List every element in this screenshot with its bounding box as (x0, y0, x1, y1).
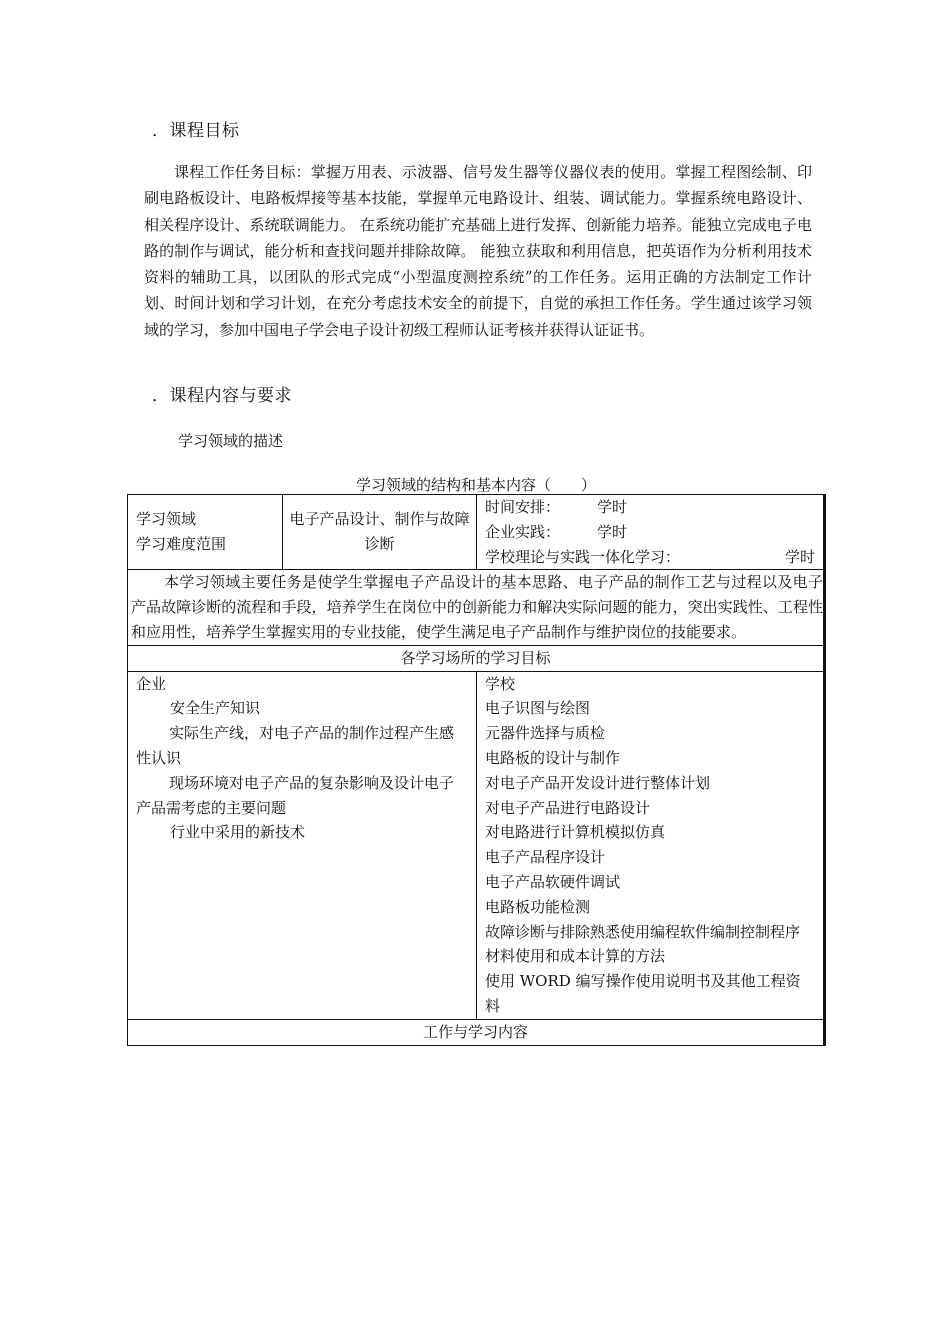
list-item: 元器件选择与质检 (485, 724, 606, 743)
domain-name: 电子产品设计、制作与故障诊断 (289, 510, 470, 554)
list-item: 电子产品软硬件调试 (485, 872, 621, 891)
enterprise-practice-label: 企业实践： (485, 522, 561, 541)
label-difficulty-range: 学习难度范围 (136, 535, 227, 554)
table-row (128, 1019, 825, 1045)
goals-header: 各学习场所的学习目标 (400, 648, 551, 667)
integrated-learning-label: 学校理论与实践一体化学习： (485, 547, 681, 566)
list-item: 安全生产知识 (170, 699, 261, 718)
course-content-heading: ．课程内容与要求 (152, 386, 292, 406)
enterprise-title: 企业 (136, 674, 167, 693)
table-row (128, 570, 825, 645)
domain-name-cell (283, 495, 477, 570)
list-item: 对电子产品进行电路设计 (485, 798, 651, 817)
description-cell (128, 570, 825, 645)
list-item: 实际生产线，对电子产品的制作过程产生感性认识 (136, 724, 455, 767)
course-goal-heading: ．课程目标 (152, 121, 240, 141)
list-item: 材料使用和成本计算的方法 (485, 947, 666, 966)
list-item: 行业中采用的新技术 (170, 823, 306, 842)
course-goal-text: 课程工作任务目标：掌握万用表、示波器、信号发生器等仪器仪表的使用。掌握工程图绘制、印刷电路板设计、电路板焊接等基本技能，掌握单元电路设计、组装、调试能力。掌握系统电路设计、相关程序设计、系统联调能力。 在系统功能扩充基础上进行发挥、创新能力培养。能独立完成电子电路的制作与调试，能分析和查找问题并排除故障。 能独立获取和利用信息，把英语作为分析利用技术资料的辅助工具，以团队的形式完成“小型温度测控系统”的工作任务。运用正确的方法制定工作计划、时间计划和学习计划，在充分考虑技术安全的前提下，自觉的承担工作任务。学生通过该学习领域的学习，参加中国电子学会电子设计初级工程师认证考核并获得认证证书。 (144, 163, 812, 339)
list-item: 使用 WORD 编写操作使用说明书及其他工程资料 (485, 972, 801, 1015)
list-item: 电路板的设计与制作 (485, 748, 621, 767)
domain-description-text: 本学习领域主要任务是使学生掌握电子产品设计的基本思路、电子产品的制作工艺与过程以及电子产品故障诊断的流程和手段，培养学生在岗位中的创新能力和解决实际问题的能力，突出实践性、工程性和应用性，培养学生掌握实用的专业技能，使学生满足电子产品制作与维护岗位的技能要求。 (131, 573, 823, 641)
table-row (128, 671, 825, 1019)
integrated-learning-unit: 学时 (784, 547, 815, 566)
schedule-cell (477, 495, 825, 570)
school-title: 学校 (485, 674, 516, 693)
list-item: 对电子产品开发设计进行整体计划 (485, 773, 711, 792)
list-item: 电路板功能检测 (485, 897, 591, 916)
school-goals-cell (477, 671, 825, 1019)
schedule-unit: 学时 (597, 498, 628, 516)
course-goal-paragraph (144, 159, 812, 343)
list-item: 电子产品程序设计 (485, 848, 606, 867)
work-content-header-cell (128, 1019, 825, 1045)
learning-domain-table (127, 494, 826, 1046)
domain-labels-cell (128, 495, 283, 570)
integrated-learning-row (485, 545, 815, 570)
table-caption: 学习领域的结构和基本内容（ ） (355, 476, 596, 494)
domain-description-subheading: 学习领域的描述 (178, 432, 284, 450)
list-item: 现场环境对电子产品的复杂影响及设计电子产品需考虑的主要问题 (136, 773, 455, 817)
enterprise-practice-row (485, 520, 815, 545)
enterprise-goals-cell (128, 671, 477, 1019)
table-row (128, 495, 825, 570)
schedule-label: 时间安排： (485, 498, 561, 516)
label-learning-domain: 学习领域 (136, 510, 197, 529)
enterprise-practice-unit: 学时 (597, 522, 628, 541)
list-item: 电子识图与绘图 (485, 699, 591, 718)
goals-header-cell (128, 645, 825, 671)
list-item: 故障诊断与排除熟悉使用编程软件编制控制程序 (485, 922, 801, 941)
work-content-header: 工作与学习内容 (422, 1022, 528, 1041)
schedule-row (485, 495, 815, 520)
list-item: 对电路进行计算机模拟仿真 (485, 823, 666, 842)
table-row (128, 645, 825, 671)
